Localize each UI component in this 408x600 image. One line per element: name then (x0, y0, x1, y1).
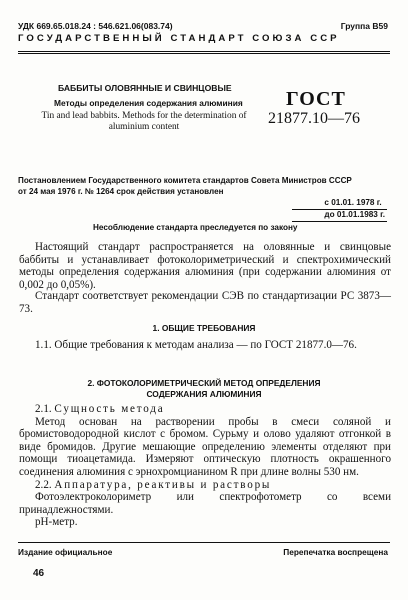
section-2-body (19, 403, 391, 529)
footer-reprint-prohibited: Перепечатка воспрещена (283, 547, 388, 557)
noncompliance-notice: Несоблюдение стандарта преследуется по закону (93, 223, 298, 232)
gost-label: ГОСТ (286, 88, 346, 110)
section-2-title-line-2: СОДЕРЖАНИЯ АЛЮМИНИЯ (146, 389, 262, 399)
udk-code: УДК 669.65.018.24 : 546.621.06(083.74) (18, 21, 173, 31)
paragraph-2-1-text: Метод основан на растворении пробы в смеси соляной и бромистоводородной кислот с бромом. Сурьму и олово удаляют отгонкой в виде бромидов. Другие мешающие определению элементы отделяют при помощи тиоацетамида. Измеряют оптическую плотность окрашенного соединения алюминия с эрнохромцианином R при длине волны 530 нм. (19, 415, 391, 478)
gost-number: 21877.10—76 (268, 110, 360, 127)
paragraph-2-1-heading (19, 403, 391, 416)
date-rule-1 (292, 209, 387, 210)
date-from: с 01.01. 1978 г. (324, 198, 382, 207)
paragraph-2-2-text: Фотоэлектроколориметр или спектрофотометр со всеми принадлежностями. (19, 491, 391, 516)
intro-paragraph (19, 241, 391, 291)
footer-official-edition: Издание официальное (18, 547, 113, 557)
subtitle-ru: Методы определения содержания алюминия (54, 98, 243, 108)
section-1-title: 1. ОБЩИЕ ТРЕБОВАНИЯ (152, 323, 256, 333)
decree-line-2: от 24 мая 1976 г. № 1264 срок действия установлен (18, 186, 224, 196)
paragraph-1-1-text: 1.1. Общие требования к методам анализа — по ГОСТ 21877.0—76. (35, 339, 357, 351)
page-number: 46 (33, 568, 45, 579)
gost-union-banner: ГОСУДАРСТВЕННЫЙ СТАНДАРТ СОЮЗА ССР (18, 33, 340, 44)
ph-meter-text: рН-метр. (35, 516, 78, 529)
intro-text: Настоящий стандарт распространяется на оловянные и свинцовые баббиты и устанавливает фотоколориметрический и спектрохимический методы определения содержания алюминия (при содержании алюминия от 0,002 до 0,05%). (19, 241, 391, 291)
date-to: до 01.01.1983 г. (324, 210, 385, 219)
group-code: Группа В59 (340, 21, 388, 31)
section-2-title-line-1: 2. ФОТОКОЛОРИМЕТРИЧЕСКИЙ МЕТОД ОПРЕДЕЛЕНИЯ (87, 378, 321, 388)
decree-text (18, 176, 352, 197)
paragraph-2-2-title: Аппаратура, реактивы и растворы (54, 478, 272, 491)
paragraph-1-1 (19, 339, 391, 352)
header-rule-bottom (18, 53, 390, 54)
section-2-title (0, 378, 408, 400)
title-ru: БАББИТЫ ОЛОВЯННЫЕ И СВИНЦОВЫЕ (58, 83, 232, 93)
paragraph-2-2-number: 2.2. (35, 478, 52, 491)
footer-rule (18, 542, 390, 543)
paragraph-2-2-heading (19, 479, 391, 492)
paragraph-2-1-title: Сущность метода (54, 403, 165, 415)
title-en: Tin and lead babbits. Methods for the determination of aluminium content (41, 111, 247, 132)
sev-paragraph (19, 290, 391, 315)
header-rule-top (18, 51, 390, 52)
paragraph-2-1-number: 2.1. (35, 403, 52, 415)
decree-line-1: Постановлением Государственного комитета стандартов Совета Министров СССР (18, 176, 352, 185)
sev-text: Стандарт соответствует рекомендации СЭВ по стандартизации РС 3873—73. (19, 290, 391, 315)
date-rule-2 (292, 221, 387, 222)
